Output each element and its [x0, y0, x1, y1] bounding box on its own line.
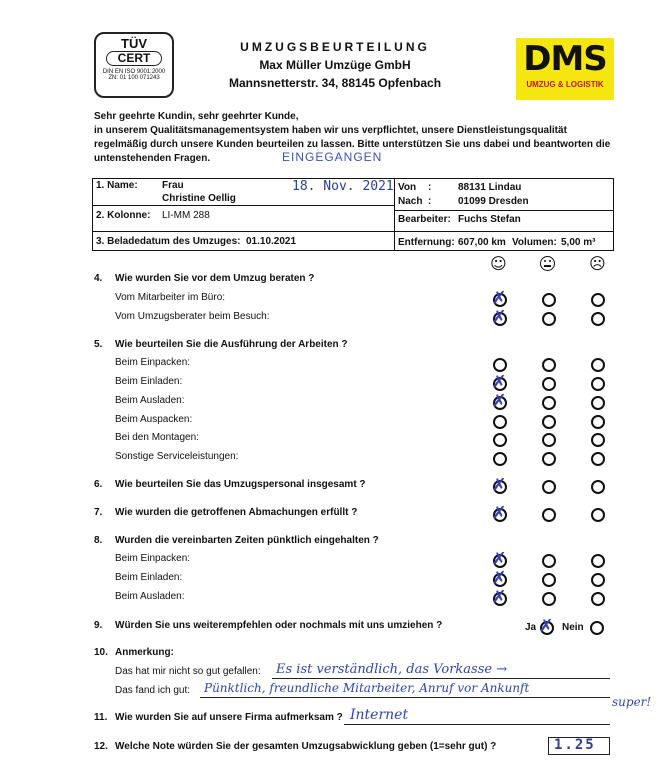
- nach-value: 01099 Dresden: [458, 196, 529, 207]
- dms-logo: [516, 38, 614, 100]
- q9-ja-label: Ja: [525, 622, 537, 633]
- entfernung-label: Entfernung:: [398, 237, 455, 248]
- q11-line: [344, 724, 610, 725]
- q6-number: 6.: [94, 479, 103, 490]
- q5-einladen-sad-radio[interactable]: [591, 377, 605, 391]
- company-address: Mannsnetterstr. 34, 88145 Opfenbach: [228, 76, 442, 90]
- q5-montagen-happy-radio[interactable]: [493, 433, 507, 447]
- q10-not-good-answer[interactable]: Es ist verständlich, das Vorkasse →: [276, 662, 508, 677]
- q8-einladen-sad-radio[interactable]: [591, 573, 605, 587]
- company-name: Max Müller Umzüge GmbH: [259, 58, 411, 72]
- q10-text: Anmerkung:: [115, 647, 174, 658]
- q12-answer[interactable]: 1.25: [554, 737, 596, 753]
- q10-number: 10.: [94, 647, 108, 658]
- sad-face-icon: ☹: [589, 254, 606, 273]
- tuv-logo-cert: CERT: [106, 51, 162, 66]
- q4-item-besuch: Vom Umzugsberater beim Besuch:: [115, 311, 270, 322]
- intro-line-1: Sehr geehrte Kundin, sehr geehrter Kunde,: [94, 111, 299, 122]
- q4-number: 4.: [94, 273, 103, 284]
- q8-ausladen-sad-radio[interactable]: [591, 592, 605, 606]
- happy-face-icon: ☺: [490, 254, 507, 273]
- q6-sad-radio[interactable]: [591, 480, 605, 494]
- doc-title: UMZUGSBEURTEILUNG: [240, 40, 430, 54]
- q8-einpacken-neutral-radio[interactable]: [542, 554, 556, 568]
- intro-line-2: in unserem Qualitätsmanagementsystem haben wir uns verpflichtet, unsere Dienstleistungsqualität: [94, 125, 567, 136]
- q10-good-label: Das fand ich gut:: [115, 685, 191, 696]
- q8-number: 8.: [94, 535, 103, 546]
- q8-einladen-neutral-radio[interactable]: [542, 573, 556, 587]
- q5-ausladen-happy-mark: ✗: [491, 391, 507, 412]
- q5-auspacken-neutral-radio[interactable]: [542, 415, 556, 429]
- kolonne-value: LI-MM 288: [162, 210, 210, 221]
- q11-answer[interactable]: Internet: [350, 707, 409, 723]
- q8-einladen-happy-mark: ✗: [491, 568, 507, 589]
- belade-value: 01.10.2021: [246, 236, 297, 247]
- q4-besuch-happy-mark: ✗: [491, 307, 507, 328]
- q5-item-auspacken: Beim Auspacken:: [115, 414, 193, 425]
- name-salutation: Frau: [162, 180, 184, 191]
- q6-text: Wie beurteilen Sie das Umzugspersonal insgesamt ?: [115, 479, 366, 490]
- q8-item-einpacken: Beim Einpacken:: [115, 553, 191, 564]
- q10-good-line: [200, 697, 610, 698]
- q8-item-ausladen: Beim Ausladen:: [115, 591, 185, 602]
- q9-number: 9.: [94, 620, 103, 631]
- q10-good-answer-end: super!: [612, 695, 652, 709]
- q5-auspacken-sad-radio[interactable]: [591, 415, 605, 429]
- q4-buero-happy-mark: ✗: [491, 288, 507, 309]
- q9-ja-mark: ✗: [538, 616, 554, 637]
- neutral-face-icon: [540, 256, 555, 271]
- q7-sad-radio[interactable]: [591, 508, 605, 522]
- table-divider-h3: [394, 210, 613, 211]
- q4-item-buero: Vom Mitarbeiter im Büro:: [115, 292, 226, 303]
- belade-label: 3. Beladedatum des Umzuges:: [96, 236, 241, 247]
- tuv-logo: [94, 32, 174, 98]
- tuv-logo-zn: ZN: 01 100 071243: [108, 75, 160, 81]
- q5-einpacken-sad-radio[interactable]: [591, 358, 605, 372]
- q7-neutral-radio[interactable]: [542, 508, 556, 522]
- q4-besuch-sad-radio[interactable]: [591, 312, 605, 326]
- q6-neutral-radio[interactable]: [542, 480, 556, 494]
- q10-not-good-label: Das hat mir nicht so gut gefallen:: [115, 666, 261, 677]
- received-stamp: EINGEGANGEN: [282, 150, 383, 164]
- tuv-logo-text: TÜV: [121, 36, 147, 51]
- von-colon: :: [428, 182, 432, 193]
- q8-ausladen-neutral-radio[interactable]: [542, 592, 556, 606]
- name-value: Christine Oellig: [162, 193, 236, 204]
- q4-buero-neutral-radio[interactable]: [542, 293, 556, 307]
- q9-nein-radio[interactable]: [590, 621, 604, 635]
- q5-ausladen-neutral-radio[interactable]: [542, 396, 556, 410]
- von-label: Von: [398, 182, 417, 193]
- kolonne-label: 2. Kolonne:: [96, 210, 151, 221]
- q5-sonstige-sad-radio[interactable]: [591, 452, 605, 466]
- q5-einpacken-neutral-radio[interactable]: [542, 358, 556, 372]
- q6-happy-mark: ✗: [491, 475, 507, 496]
- q5-item-einpacken: Beim Einpacken:: [115, 357, 191, 368]
- q5-item-einladen: Beim Einladen:: [115, 376, 183, 387]
- q5-einpacken-happy-radio[interactable]: [493, 358, 507, 372]
- q5-text: Wie beurteilen Sie die Ausführung der Arbeiten ?: [115, 339, 348, 350]
- q12-number: 12.: [94, 741, 108, 752]
- q5-einladen-happy-mark: ✗: [491, 372, 507, 393]
- q9-nein-label: Nein: [562, 622, 584, 633]
- entfernung-value: 607,00 km: [458, 237, 506, 248]
- q4-besuch-neutral-radio[interactable]: [542, 312, 556, 326]
- q5-item-montagen: Bei den Montagen:: [115, 432, 199, 443]
- intro-line-3: regelmäßig durch unsere Kunden beurteilen zu lassen. Bitte unterstützen Sie uns dabei und beantworten die: [94, 139, 611, 150]
- q9-text: Würden Sie uns weiterempfehlen oder nochmals mit uns umziehen ?: [115, 620, 443, 631]
- q5-montagen-neutral-radio[interactable]: [542, 433, 556, 447]
- q5-montagen-sad-radio[interactable]: [591, 433, 605, 447]
- q5-auspacken-happy-radio[interactable]: [493, 415, 507, 429]
- received-stamp-date: 18. Nov. 2021: [292, 179, 394, 194]
- name-label: 1. Name:: [96, 180, 138, 191]
- q8-text: Wurden die vereinbarten Zeiten pünktlich eingehalten ?: [115, 535, 379, 546]
- table-divider-h1: [92, 205, 394, 206]
- nach-label: Nach: [398, 196, 423, 207]
- q7-number: 7.: [94, 507, 103, 518]
- q5-sonstige-neutral-radio[interactable]: [542, 452, 556, 466]
- bearbeiter-value: Fuchs Stefan: [458, 214, 521, 225]
- volumen-label: Volumen:: [512, 237, 557, 248]
- dms-tagline: UMZUG & LOGISTIK: [526, 80, 604, 89]
- table-divider-v: [394, 178, 395, 250]
- q8-einpacken-happy-mark: ✗: [491, 549, 507, 570]
- q11-text: Wie wurden Sie auf unsere Firma aufmerksam ?: [115, 712, 343, 723]
- q5-einladen-neutral-radio[interactable]: [542, 377, 556, 391]
- table-divider-h2: [92, 231, 613, 232]
- q4-buero-sad-radio[interactable]: [591, 293, 605, 307]
- dms-logo-text: DMS: [523, 39, 607, 79]
- q7-text: Wie wurden die getroffenen Abmachungen erfüllt ?: [115, 507, 358, 518]
- q8-einpacken-sad-radio[interactable]: [591, 554, 605, 568]
- q8-item-einladen: Beim Einladen:: [115, 572, 183, 583]
- q7-happy-mark: ✗: [491, 503, 507, 524]
- q10-good-answer[interactable]: Pünktlich, freundliche Mitarbeiter, Anruf vor Ankunft: [204, 681, 530, 695]
- volumen-value: 5,00 m³: [561, 237, 596, 248]
- intro-line-4: untenstehenden Fragen.: [94, 153, 211, 164]
- q4-text: Wie wurden Sie vor dem Umzug beraten ?: [115, 273, 315, 284]
- q5-sonstige-happy-radio[interactable]: [493, 452, 507, 466]
- q5-ausladen-sad-radio[interactable]: [591, 396, 605, 410]
- q5-item-ausladen: Beim Ausladen:: [115, 395, 185, 406]
- q11-number: 11.: [94, 712, 108, 723]
- tuv-logo-iso: DIN EN ISO 9001:2000: [102, 69, 166, 75]
- von-value: 88131 Lindau: [458, 182, 522, 193]
- q12-text: Welche Note würden Sie der gesamten Umzugsabwicklung geben (1=sehr gut) ?: [115, 741, 497, 752]
- nach-colon: :: [428, 196, 432, 207]
- q5-item-sonstige: Sonstige Serviceleistungen:: [115, 451, 239, 462]
- q10-not-good-line: [272, 678, 610, 679]
- q5-number: 5.: [94, 339, 103, 350]
- bearbeiter-label: Bearbeiter:: [398, 214, 451, 225]
- q8-ausladen-happy-mark: ✗: [491, 587, 507, 608]
